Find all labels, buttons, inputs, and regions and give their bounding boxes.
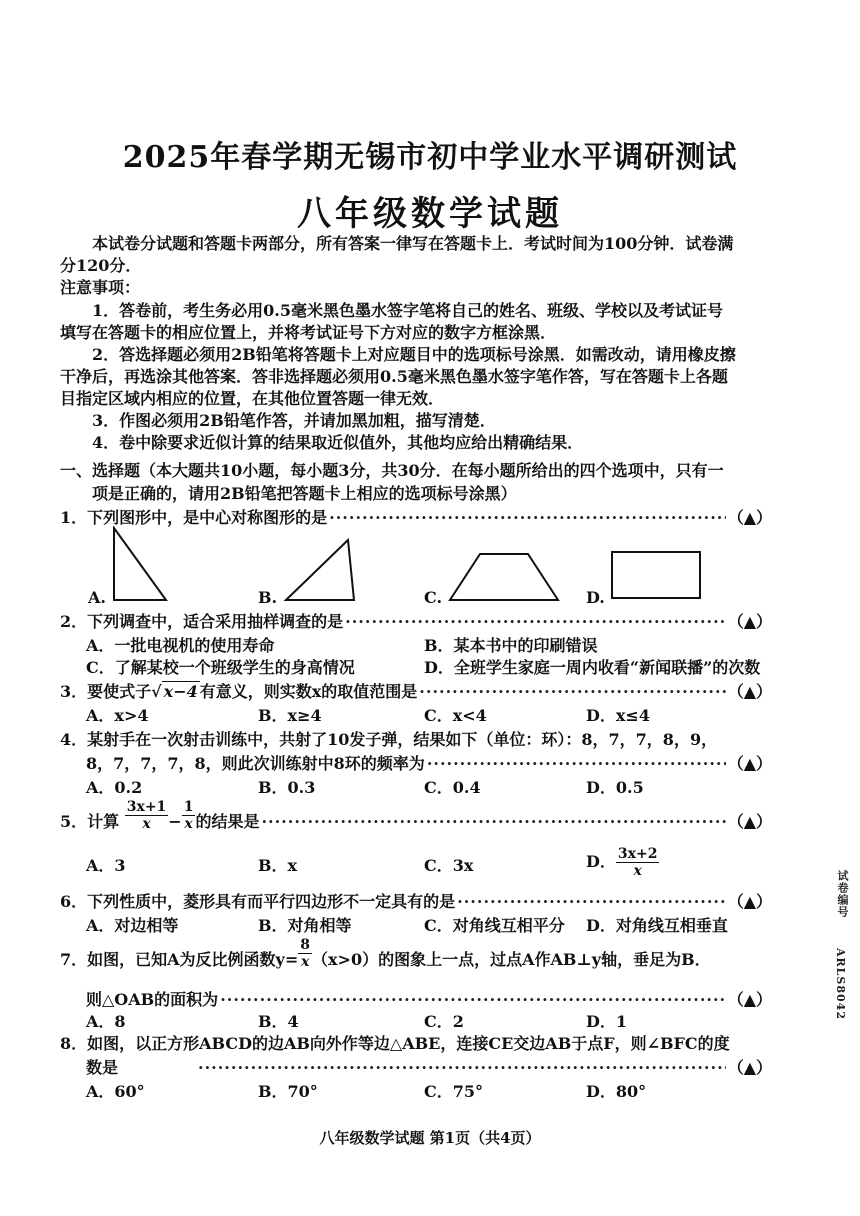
q4-option-b: B．0.3 <box>258 778 316 797</box>
q2-option-c: C．了解某校一个班级学生的身高情况 <box>86 658 355 677</box>
question-6: 6． 下列性质中，菱形具有而平行四边形不一定具有的是 ····· （▲） <box>60 892 772 912</box>
section-heading-2: 项是正确的，请用2B铅笔把答题卡上相应的选项标号涂黑） <box>92 484 517 503</box>
q7-option-c: C．2 <box>424 1012 464 1031</box>
question-8-line-2: 数是 ····· （▲） <box>86 1058 772 1078</box>
q4-option-d: D．0.5 <box>586 778 644 797</box>
q1-option-b: B. <box>258 588 278 607</box>
q7-option-b: B．4 <box>258 1012 299 1031</box>
question-8-line-1: 8．如图，以正方形ABCD的边AB向外作等边△ABE，连接CE交边AB于点F，则∠BFC的度 <box>60 1034 730 1053</box>
notice-2b: 干净后，再选涂其他答案．答非选择题必须用0.5毫米黑色墨水签字笔作答，写在答题卡上各题 <box>60 367 728 386</box>
q5-option-d: D． $\frac{3x+2}{x}$ <box>586 846 658 879</box>
q2-option-b: B．某本书中的印刷错误 <box>424 636 598 655</box>
intro-line-1: 本试卷分试题和答题卡两部分，所有答案一律写在答题卡上．考试时间为100分钟．试卷满 <box>92 234 734 253</box>
notice-title: 注意事项： <box>60 278 141 297</box>
question-4-line-2: 8，7，7，7，8，则此次训练射中8环的频率为 ····· （▲） <box>86 754 772 774</box>
question-3: 3． 要使式子√ x−4 有意义，则实数x的取值范围是 ····· （▲） <box>60 682 772 702</box>
intro-line-2: 分120分． <box>60 256 142 275</box>
q6-option-d: D．对角线互相垂直 <box>586 916 728 935</box>
notice-1b: 填写在答题卡的相应位置上，并将考试证号下方对应的数字方框涂黑． <box>60 323 557 342</box>
figure-rectangle <box>608 548 704 602</box>
q1-option-d: D. <box>586 588 605 607</box>
notice-3: 3．作图必须用2B铅笔作答，并请加黑加粗，描写清楚． <box>92 411 496 430</box>
q6-option-a: A．对边相等 <box>86 916 179 935</box>
q8-option-b: B．70° <box>258 1082 318 1101</box>
question-7-line-2: 则△OAB的面积为 ····· （▲） <box>86 990 772 1010</box>
q5-option-a: A．3 <box>86 856 126 875</box>
q7-option-a: A．8 <box>86 1012 126 1031</box>
q3-option-c: C．x<4 <box>424 706 487 725</box>
q1-option-c: C. <box>424 588 443 607</box>
q1-option-a: A. <box>88 588 106 607</box>
question-4-line-1: 4．某射手在一次射击训练中，共射了10发子弹，结果如下（单位：环）：8，7，7，8，9， <box>60 730 718 749</box>
section-heading: 一、选择题（本大题共10小题，每小题3分，共30分．在每小题所给出的四个选项中，只有一 <box>60 461 724 480</box>
notice-1a: 1．答卷前，考生务必用0.5毫米黑色墨水签字笔将自己的姓名、班级、学校以及考试证号 <box>92 301 723 320</box>
side-code: ARLS8042 <box>834 948 847 1020</box>
notice-4: 4．卷中除要求近似计算的结果取近似值外，其他均应给出精确结果． <box>92 433 584 452</box>
notice-2a: 2．答选择题必须用2B铅笔将答题卡上对应题目中的选项标号涂黑．如需改动，请用橡皮擦 <box>92 345 736 364</box>
q3-option-d: D．x≤4 <box>586 706 650 725</box>
q2-option-a: A．一批电视机的使用寿命 <box>86 636 275 655</box>
q8-option-d: D．80° <box>586 1082 647 1101</box>
answer-mark: （▲） <box>727 508 772 527</box>
question-2: 2． 下列调查中，适合采用抽样调查的是 ····· （▲） <box>60 612 772 632</box>
figure-scalene-triangle <box>282 536 358 602</box>
q5-option-c: C．3x <box>424 856 474 875</box>
q4-option-c: C．0.4 <box>424 778 481 797</box>
question-1: 1． 下列图形中，是中心对称图形的是 ····· （▲） <box>60 508 772 528</box>
q8-option-a: A．60° <box>86 1082 145 1101</box>
q7-option-d: D．1 <box>586 1012 628 1031</box>
q3-option-b: B．x≥4 <box>258 706 322 725</box>
notice-2c: 目指定区域内相应的位置，在其他位置答题一律无效． <box>60 389 445 408</box>
q5-option-b: B．x <box>258 856 298 875</box>
figure-trapezoid <box>446 550 562 602</box>
side-code-label: 试卷编号 <box>836 870 849 918</box>
q6-option-c: C．对角线互相平分 <box>424 916 565 935</box>
exam-title: 2025年春学期无锡市初中学业水平调研测试 <box>122 140 738 175</box>
q3-option-a: A．x>4 <box>86 706 149 725</box>
question-5: 5． 计算 $\frac{3x+1}{x}$ − $\frac{1}{x}$ 的结果是 ····· （▲） <box>60 812 772 832</box>
q4-option-a: A．0.2 <box>86 778 143 797</box>
exam-subtitle: 八年级数学试题 <box>297 194 563 234</box>
question-7-line-1: 7．如图，已知A为反比例函数y= $\frac{8}{x}$ （x>0）的图象上一点，过点A作AB⊥y轴，垂足为B． <box>60 937 711 970</box>
q6-option-b: B．对角相等 <box>258 916 352 935</box>
radicand: x−4 <box>163 682 198 701</box>
q2-option-d: D．全班学生家庭一周内收看“新闻联播”的次数 <box>424 658 761 677</box>
q8-option-c: C．75° <box>424 1082 484 1101</box>
page-footer: 八年级数学试题 第1页（共4页） <box>319 1129 541 1147</box>
figure-right-triangle <box>110 526 170 602</box>
